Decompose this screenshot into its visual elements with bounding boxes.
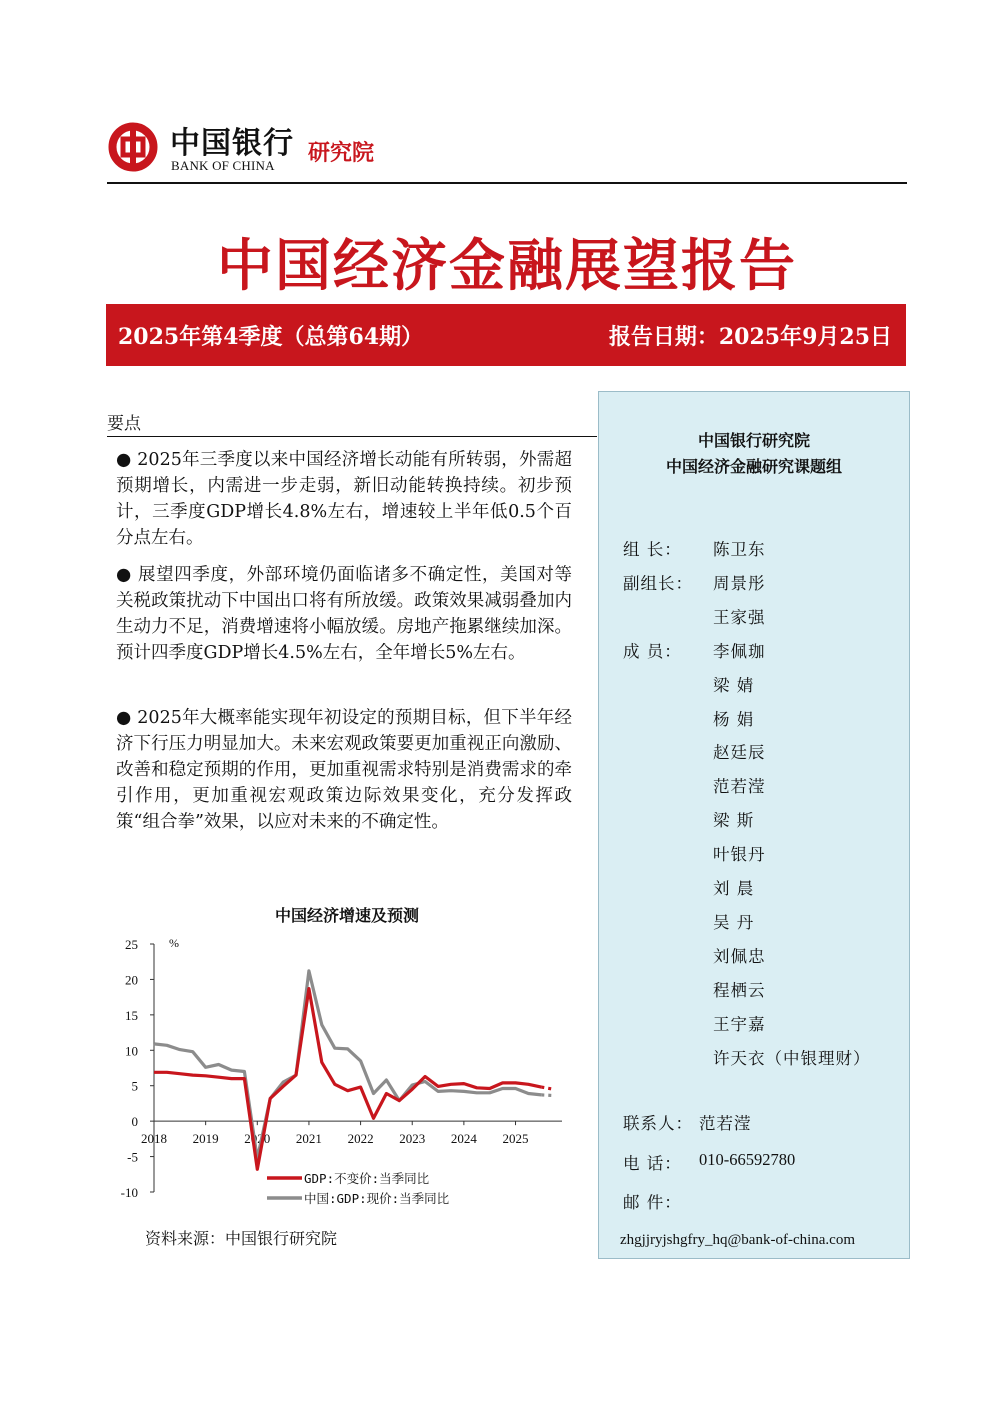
y-tick-label: 0: [131, 1114, 138, 1130]
y-tick-label: 10: [125, 1043, 138, 1059]
x-tick-label: 2021: [295, 1131, 322, 1147]
forecast-line-real-gdp: [541, 1087, 554, 1089]
issue-label: 2025年第4季度（总第64期）: [118, 324, 424, 350]
forecast-line-nominal-gdp: [541, 1095, 554, 1096]
phone-number: 010-66592780: [699, 1150, 796, 1169]
team-member-name: 周景彤: [713, 573, 766, 593]
x-tick-label: 2022: [347, 1131, 374, 1147]
team-member-name: 梁 婧: [713, 675, 755, 695]
key-point-1: ● 2025年三季度以来中国经济增长动能有所转弱，外需超预期增长，内需进一步走弱，新旧动能转换持续。初步预计，三季度GDP增长4.8%左右，增速较上半年低0.5个百分点左右。: [116, 450, 572, 548]
team-member-name: 梁 斯: [713, 811, 755, 831]
mail-label: 邮 件：: [623, 1193, 682, 1212]
team-member-name: 赵廷辰: [713, 743, 766, 763]
panel-title-institute: 中国银行研究院: [697, 431, 810, 450]
team-member-name: 刘 晨: [713, 879, 755, 898]
key-point-3: ● 2025年大概率能实现年初设定的预期目标，但下半年经济下行压力明显加大。未来宏观政策要更加重视正向激励、改善和稳定预期的作用，更加重视需求特别是消费需求的牵引作用，更加重视宏观政策边际效果变化，充分发挥政策“组合拳”效果，以应对未来的不确定性。: [116, 708, 572, 832]
team-member-name: 程栖云: [713, 980, 766, 1000]
x-tick-label: 2025: [502, 1131, 529, 1147]
y-tick-label: 5: [131, 1078, 138, 1094]
email-address[interactable]: zhgjjryjshgfry_hq@bank-of-china.com: [620, 1232, 855, 1248]
x-tick-label: 2019: [192, 1131, 219, 1147]
y-tick-label: 20: [125, 972, 138, 988]
issue-banner: [106, 304, 906, 366]
team-member-name: 陈卫东: [713, 540, 766, 559]
team-member-name: 叶银丹: [713, 845, 766, 865]
team-member-name: 王宇嘉: [713, 1014, 766, 1034]
key-points-heading: 要点: [107, 414, 141, 434]
y-tick-label: -10: [120, 1185, 138, 1200]
y-axis-unit-label: %: [169, 936, 179, 950]
team-member-name: 吴 丹: [713, 912, 755, 932]
y-tick-label: -5: [127, 1149, 138, 1165]
team-member-name: 刘佩忠: [713, 946, 766, 966]
chart-title: 中国经济增速及预测: [274, 906, 419, 925]
team-member-name: 范若滢: [713, 777, 766, 797]
brand-name-en: BANK OF CHINA: [171, 158, 275, 173]
chart-source: 资料来源：中国银行研究院: [145, 1229, 338, 1248]
team-member-name: 李佩珈: [713, 641, 766, 661]
brand-name-cn: 中国银行: [170, 126, 294, 161]
key-point-2: ● 展望四季度，外部环境仍面临诸多不确定性，美国对等关税政策扰动下中国出口将有所放缓。政策效果减弱叠加内生动力不足，消费增速将小幅放缓。房地产拖累继续加深。预计四季度GDP增长4.5%左右，全年增长5%左右。: [116, 565, 572, 663]
y-tick-label: 25: [125, 937, 138, 952]
x-tick-label: 2020: [244, 1131, 271, 1147]
header-divider: [107, 182, 907, 184]
gdp-growth-chart: [107, 930, 577, 1220]
institute-label: 研究院: [308, 141, 375, 166]
contact-label: 联系人：: [623, 1114, 693, 1133]
report-title: 中国经济金融展望报告: [217, 234, 797, 299]
phone-label: 电 话：: [623, 1154, 682, 1173]
y-tick-label: 15: [125, 1007, 138, 1023]
team-role: 副组长：: [623, 573, 693, 593]
research-team-panel: [598, 391, 910, 1259]
team-member-name: 杨 娟: [713, 709, 755, 729]
team-member-name: 王家强: [713, 607, 766, 627]
team-role: 组 长：: [623, 540, 682, 559]
x-tick-label: 2024: [450, 1131, 477, 1147]
panel-title-group: 中国经济金融研究课题组: [665, 457, 842, 476]
key-points-divider: [107, 436, 597, 437]
bank-of-china-logo-icon: [108, 122, 158, 172]
x-tick-label: 2023: [399, 1131, 426, 1147]
report-date: 报告日期：2025年9月25日: [608, 324, 892, 350]
x-tick-label: 2018: [141, 1131, 167, 1147]
team-member-name: 许天衣（中银理财）: [713, 1048, 871, 1068]
legend-label: GDP:不变价:当季同比: [304, 1171, 430, 1186]
team-role: 成 员：: [623, 641, 682, 661]
contact-name: 范若滢: [699, 1114, 752, 1133]
legend-label: 中国:GDP:现价:当季同比: [304, 1191, 450, 1206]
